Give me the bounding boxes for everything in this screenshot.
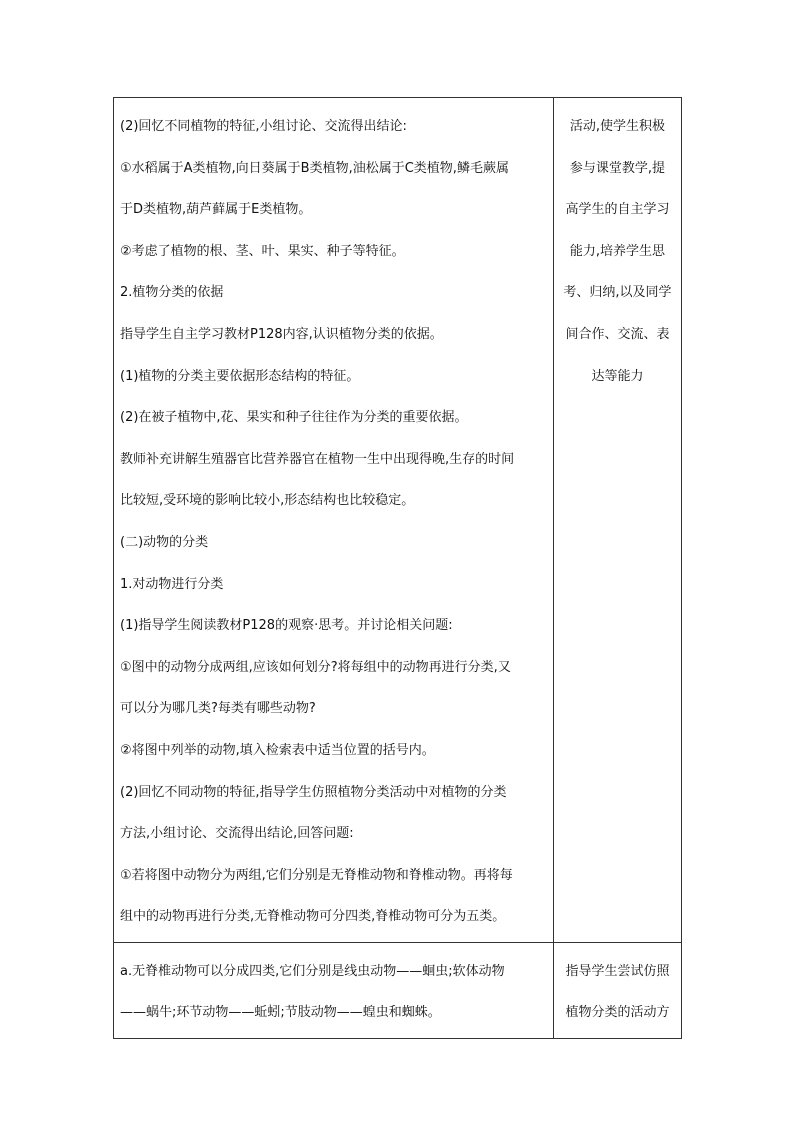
- teaching-process-cell: [114, 942, 554, 1038]
- side-text-line: 指导学生尝试仿照: [565, 963, 670, 979]
- teaching-process-cell: [114, 98, 554, 943]
- design-intent-cell: [554, 942, 682, 1038]
- text-line: (2)在被子植物中,花、果实和种子往往作为分类的重要依据。: [120, 410, 468, 426]
- table-row: [114, 942, 682, 1038]
- design-intent-text: [554, 943, 681, 1038]
- side-text-line: 高学生的自主学习: [565, 202, 670, 218]
- lesson-plan-table: [113, 97, 682, 1039]
- text-line: (2)回忆不同植物的特征,小组讨论、交流得出结论:: [120, 119, 407, 134]
- side-text-line: 考、归纳,以及同学: [563, 285, 672, 301]
- text-line: 组中的动物再进行分类,无脊椎动物可分四类,脊椎动物可分为五类。: [120, 909, 506, 925]
- text-line: 比较短,受环境的影响比较小,形态结构也比较稳定。: [120, 493, 415, 509]
- design-intent-cell: [554, 98, 682, 943]
- text-line: 2.植物分类的依据: [120, 285, 224, 301]
- text-line: 可以分为哪几类?每类有哪些动物?: [120, 701, 316, 717]
- text-line: ②将图中列举的动物,填入检索表中适当位置的括号内。: [120, 742, 435, 758]
- text-line: 于D类植物,葫芦藓属于E类植物。: [120, 202, 312, 218]
- text-line: (二)动物的分类: [120, 534, 209, 550]
- side-text-line: 参与课堂教学,提: [569, 160, 666, 176]
- side-text-line: 能力,培养学生思: [569, 243, 666, 259]
- text-line: ——蜗牛;环节动物——蚯蚓;节肢动物——蝗虫和蜘蛛。: [120, 1005, 441, 1021]
- text-line: 教师补充讲解生殖器官比营养器官在植物一生中出现得晚,生存的时间: [120, 451, 515, 467]
- side-text-line: 活动,使学生积极: [569, 119, 666, 134]
- side-text-line: 植物分类的活动方: [565, 1005, 670, 1021]
- text-line: a.无脊椎动物可以分成四类,它们分别是线虫动物——蛔虫;软体动物: [120, 963, 505, 979]
- text-line: 指导学生自主学习教材P128内容,认识植物分类的依据。: [120, 326, 443, 342]
- text-line: (2)回忆不同动物的特征,指导学生仿照植物分类活动中对植物的分类: [120, 784, 507, 800]
- text-line: ①图中的动物分成两组,应该如何划分?将每组中的动物再进行分类,又: [120, 659, 511, 675]
- teaching-process-text: [114, 98, 553, 942]
- text-line: 1.对动物进行分类: [120, 576, 224, 592]
- text-line: (1)植物的分类主要依据形态结构的特征。: [120, 368, 360, 384]
- design-intent-text: [554, 98, 681, 401]
- table-row: [114, 98, 682, 943]
- text-line: ①水稻属于A类植物,向日葵属于B类植物,油松属于C类植物,鳞毛蕨属: [120, 160, 509, 176]
- side-text-line: 间合作、交流、表: [565, 326, 670, 342]
- teaching-process-text: [114, 943, 553, 1038]
- text-line: ②考虑了植物的根、茎、叶、果实、种子等特征。: [120, 243, 405, 259]
- text-line: 方法,小组讨论、交流得出结论,回答问题:: [120, 826, 354, 842]
- text-line: (1)指导学生阅读教材P128的观察·思考。并讨论相关问题:: [120, 618, 453, 634]
- side-text-line: 达等能力: [591, 368, 644, 384]
- text-line: ①若将图中动物分为两组,它们分别是无脊椎动物和脊椎动物。再将每: [120, 867, 513, 883]
